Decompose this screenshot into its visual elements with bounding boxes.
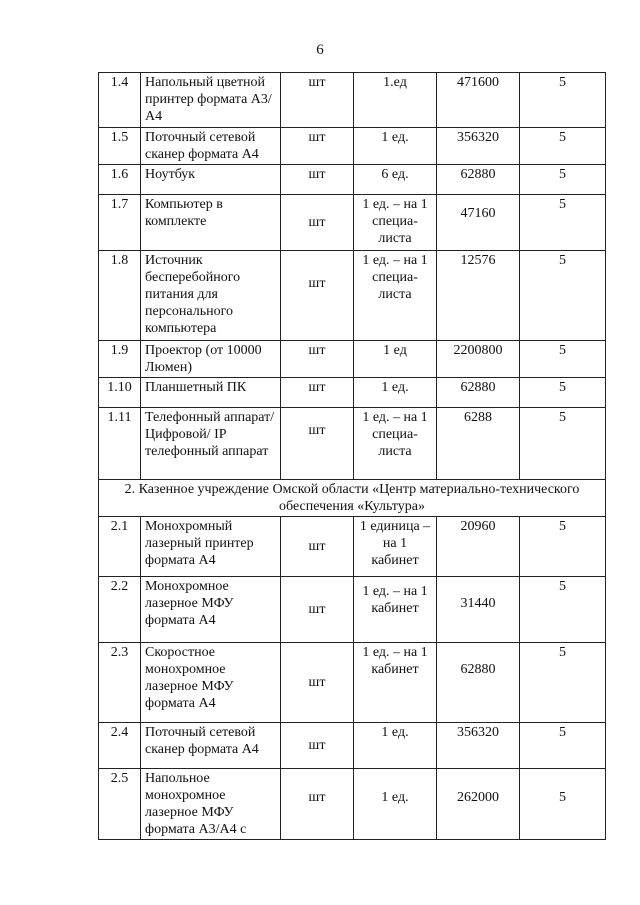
table-row (99, 643, 606, 723)
item-name: Напольный цветной принтер формата А3/А4 (141, 73, 281, 128)
item-name: Проектор (от 10000 Люмен) (141, 341, 281, 378)
table-row (99, 128, 606, 165)
unit-cell: шт (281, 577, 354, 643)
unit-cell: шт (281, 341, 354, 378)
price-cell: 471600 (437, 73, 520, 128)
item-name: Планшетный ПК (141, 378, 281, 408)
quantity-cell: 1 ед. (354, 723, 437, 769)
years-cell: 5 (520, 723, 606, 769)
years-cell: 5 (520, 408, 606, 480)
table-row (99, 723, 606, 769)
quantity-cell: 6 ед. (354, 165, 437, 195)
row-number: 2.1 (99, 517, 141, 577)
unit-cell: шт (281, 251, 354, 341)
unit-cell: шт (281, 195, 354, 251)
years-cell: 5 (520, 517, 606, 577)
quantity-cell: 1 ед. – на 1 специа-листа (354, 195, 437, 251)
table-row (99, 251, 606, 341)
section-heading-row (99, 480, 606, 517)
quantity-cell: 1 ед. (354, 769, 437, 840)
item-name: Скоростное монохромное лазерное МФУ формата А4 (141, 643, 281, 723)
years-cell: 5 (520, 643, 606, 723)
unit-cell: шт (281, 128, 354, 165)
quantity-cell: 1.ед (354, 73, 437, 128)
item-name: Монохромный лазерный принтер формата А4 (141, 517, 281, 577)
price-cell: 20960 (437, 517, 520, 577)
table-row (99, 341, 606, 378)
years-cell: 5 (520, 195, 606, 251)
quantity-cell: 1 ед. (354, 128, 437, 165)
table-row (99, 577, 606, 643)
price-cell: 12576 (437, 251, 520, 341)
item-name: Напольное монохромное лазерное МФУ формата А3/А4 с (141, 769, 281, 840)
years-cell: 5 (520, 73, 606, 128)
unit-cell: шт (281, 723, 354, 769)
row-number: 1.7 (99, 195, 141, 251)
price-cell: 356320 (437, 128, 520, 165)
item-name: Ноутбук (141, 165, 281, 195)
unit-cell: шт (281, 408, 354, 480)
item-name: Поточный сетевой сканер формата А4 (141, 723, 281, 769)
row-number: 1.9 (99, 341, 141, 378)
price-cell: 262000 (437, 769, 520, 840)
page-number: 6 (316, 42, 324, 58)
price-cell: 62880 (437, 165, 520, 195)
section-title: 2. Казенное учреждение Омской области «Центр материально-технического обеспечения «Культура» (99, 480, 606, 517)
table-row (99, 195, 606, 251)
table-row (99, 769, 606, 840)
item-name: Источник бесперебойного питания для персонального компьютера (141, 251, 281, 341)
row-number: 1.10 (99, 378, 141, 408)
quantity-cell: 1 ед (354, 341, 437, 378)
unit-cell: шт (281, 165, 354, 195)
price-cell: 6288 (437, 408, 520, 480)
price-cell: 31440 (437, 577, 520, 643)
row-number: 1.4 (99, 73, 141, 128)
equipment-table (98, 72, 606, 840)
years-cell: 5 (520, 251, 606, 341)
years-cell: 5 (520, 769, 606, 840)
price-cell: 62880 (437, 643, 520, 723)
table-row (99, 378, 606, 408)
quantity-cell: 1 ед. – на 1 специа-листа (354, 408, 437, 480)
item-name: Телефонный аппарат/Цифровой/ IP телефонный аппарат (141, 408, 281, 480)
unit-cell: шт (281, 769, 354, 840)
years-cell: 5 (520, 341, 606, 378)
row-number: 1.11 (99, 408, 141, 480)
row-number: 2.2 (99, 577, 141, 643)
item-name: Компьютер в комплекте (141, 195, 281, 251)
years-cell: 5 (520, 378, 606, 408)
table-row (99, 165, 606, 195)
table-row (99, 408, 606, 480)
price-cell: 47160 (437, 195, 520, 251)
table-row (99, 517, 606, 577)
item-name: Поточный сетевой сканер формата А4 (141, 128, 281, 165)
years-cell: 5 (520, 165, 606, 195)
row-number: 2.3 (99, 643, 141, 723)
years-cell: 5 (520, 577, 606, 643)
quantity-cell: 1 ед. – на 1 специа-листа (354, 251, 437, 341)
unit-cell: шт (281, 517, 354, 577)
price-cell: 62880 (437, 378, 520, 408)
quantity-cell: 1 ед. (354, 378, 437, 408)
price-cell: 2200800 (437, 341, 520, 378)
table-row (99, 73, 606, 128)
item-name: Монохромное лазерное МФУ формата А4 (141, 577, 281, 643)
price-cell: 356320 (437, 723, 520, 769)
unit-cell: шт (281, 73, 354, 128)
row-number: 1.8 (99, 251, 141, 341)
quantity-cell: 1 единица – на 1 кабинет (354, 517, 437, 577)
row-number: 1.6 (99, 165, 141, 195)
row-number: 2.4 (99, 723, 141, 769)
years-cell: 5 (520, 128, 606, 165)
row-number: 2.5 (99, 769, 141, 840)
unit-cell: шт (281, 643, 354, 723)
row-number: 1.5 (99, 128, 141, 165)
quantity-cell: 1 ед. – на 1 кабинет (354, 577, 437, 643)
quantity-cell: 1 ед. – на 1 кабинет (354, 643, 437, 723)
unit-cell: шт (281, 378, 354, 408)
